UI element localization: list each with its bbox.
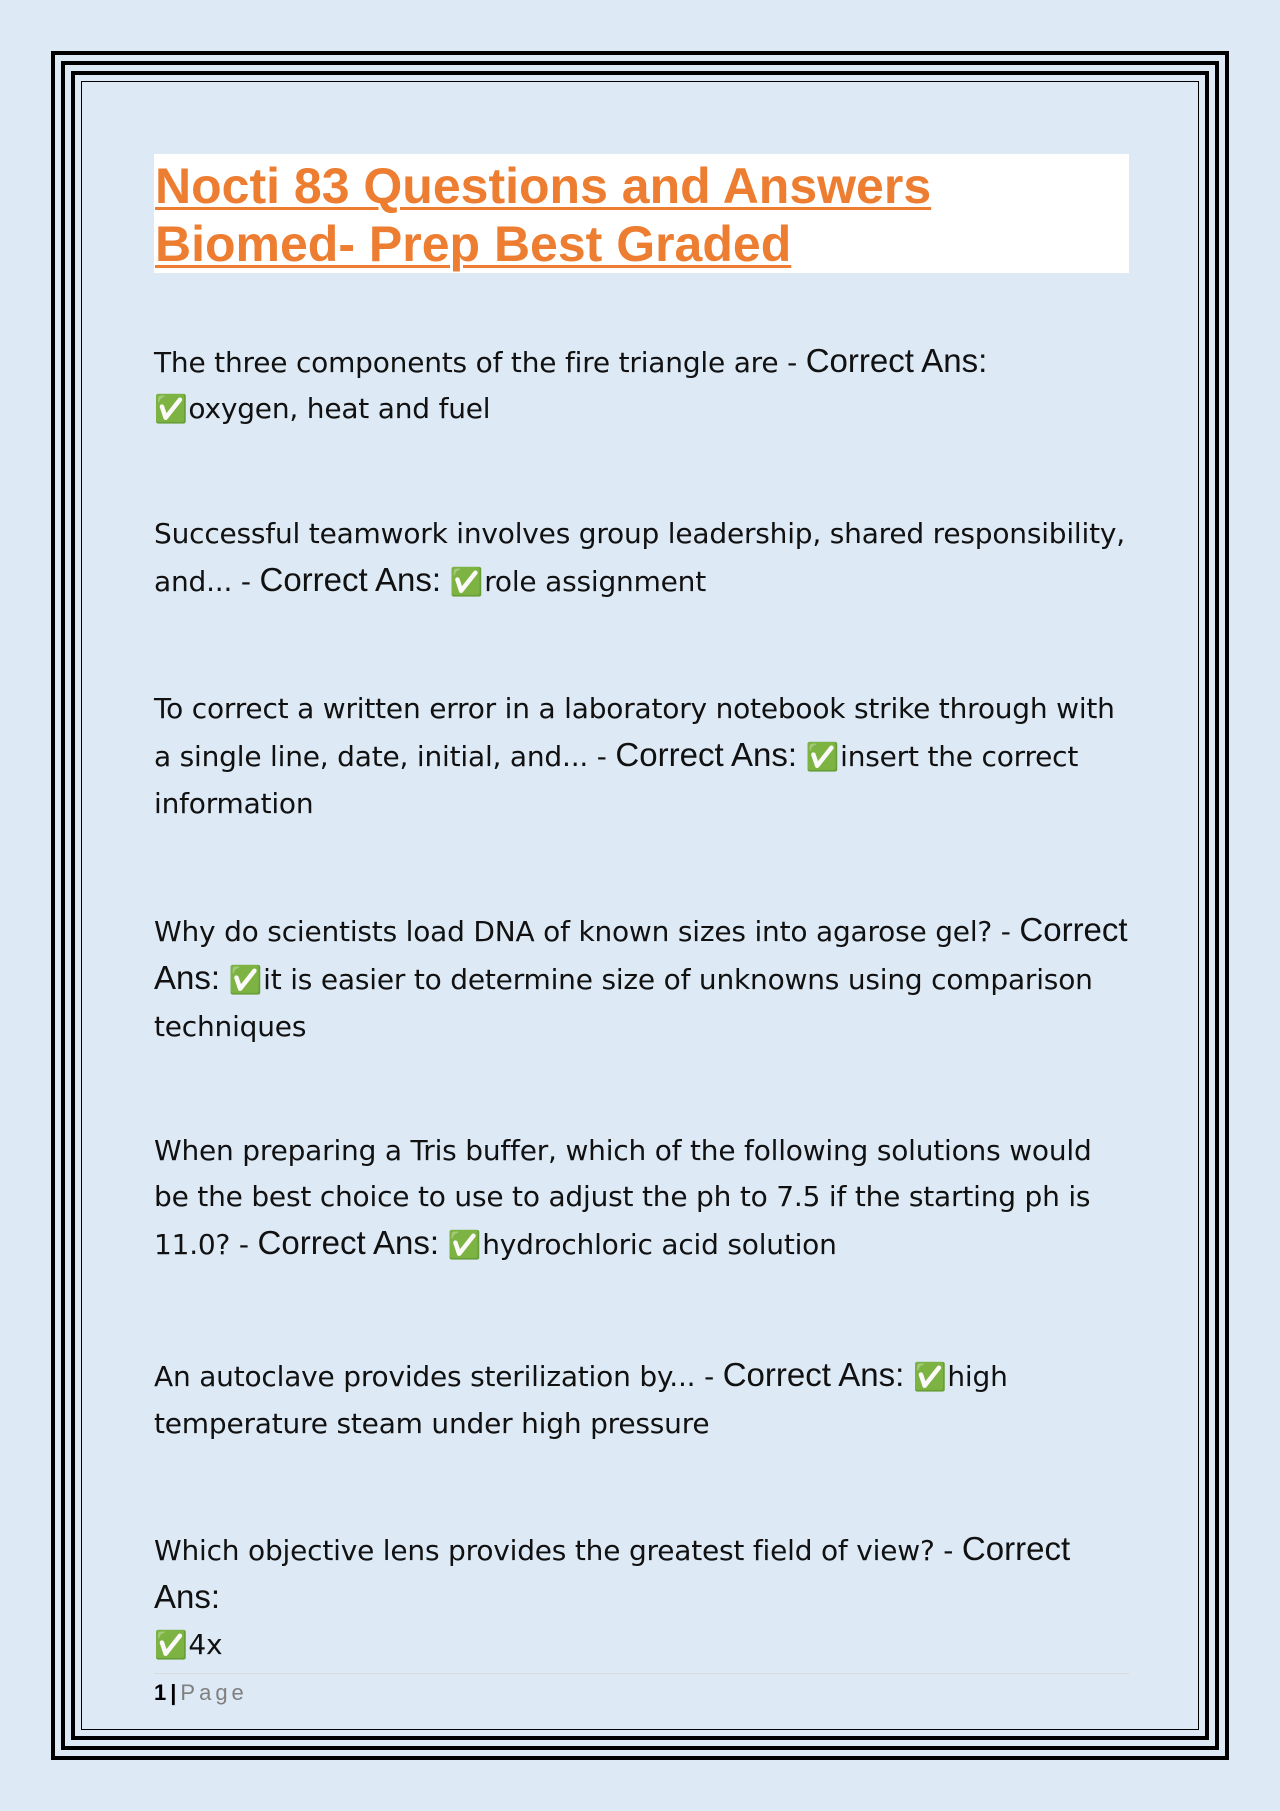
title-block [154, 154, 1129, 273]
qa-item [154, 338, 1129, 433]
answer-label: Correct Ans: [722, 1356, 905, 1393]
document-title-line-1: Nocti 83 Questions and Answers [155, 158, 932, 214]
answer-label: Correct Ans: [257, 1224, 440, 1261]
answer-text: 4x [188, 1628, 223, 1661]
qa-item [154, 1352, 1129, 1447]
answer-label: Correct Ans: [805, 342, 988, 379]
question-text: Which objective lens provides the greatest field of view? - [154, 1534, 954, 1567]
answer-label: Correct Ans: [259, 561, 442, 598]
answer-label: Correct Ans: [154, 911, 1128, 996]
check-mark-icon: ✅ [447, 1230, 482, 1261]
page-border [51, 51, 1229, 1760]
page-border-inner-1 [61, 61, 1219, 1750]
answer-text: oxygen, heat and fuel [188, 392, 491, 425]
answer-text: hydrochloric acid solution [482, 1228, 837, 1261]
page-number: 1 [154, 1680, 167, 1705]
page-footer [154, 1678, 248, 1708]
document-title-line-2: Biomed- Prep Best Graded [155, 216, 792, 272]
footer-separator: | [170, 1680, 177, 1705]
page-label: Page [180, 1680, 248, 1705]
qa-item [154, 511, 1129, 606]
check-mark-icon: ✅ [154, 1630, 188, 1661]
question-text: Why do scientists load DNA of known sizes into agarose gel? - [154, 915, 1011, 948]
question-text: Successful teamwork involves group leadership, shared responsibility, and... - [154, 517, 1125, 598]
answer-text: insert the correct information [154, 740, 1079, 820]
question-text: When preparing a Tris buffer, which of the following solutions would be the best choice to use to adjust the ph to 7.5 if the starting ph is 11.0? - [154, 1134, 1092, 1261]
question-text: The three components of the fire triangle are - [154, 346, 797, 379]
answer-text: it is easier to determine size of unknowns using comparison techniques [154, 963, 1093, 1043]
qa-item [154, 686, 1129, 827]
question-text: An autoclave provides sterilization by... - [154, 1360, 714, 1393]
qa-item [154, 907, 1129, 1050]
check-mark-icon: ✅ [912, 1362, 947, 1393]
check-mark-icon: ✅ [805, 742, 840, 773]
answer-text: high temperature steam under high pressure [154, 1360, 1008, 1440]
qa-item [154, 1526, 1129, 1669]
check-mark-icon: ✅ [449, 567, 484, 598]
answer-label: Correct Ans: [154, 1530, 1071, 1615]
page-border-inner-3 [81, 81, 1199, 1730]
answer-text: role assignment [484, 565, 706, 598]
footer-divider [154, 1673, 1129, 1674]
qa-item [154, 1128, 1129, 1269]
answer-label: Correct Ans: [615, 736, 797, 773]
question-text: To correct a written error in a laboratory notebook strike through with a single line, date, initial, and... - [154, 692, 1115, 773]
check-mark-icon: ✅ [154, 394, 188, 425]
page-border-inner-2 [71, 71, 1209, 1740]
document-body [154, 154, 1129, 1661]
check-mark-icon: ✅ [228, 965, 263, 996]
